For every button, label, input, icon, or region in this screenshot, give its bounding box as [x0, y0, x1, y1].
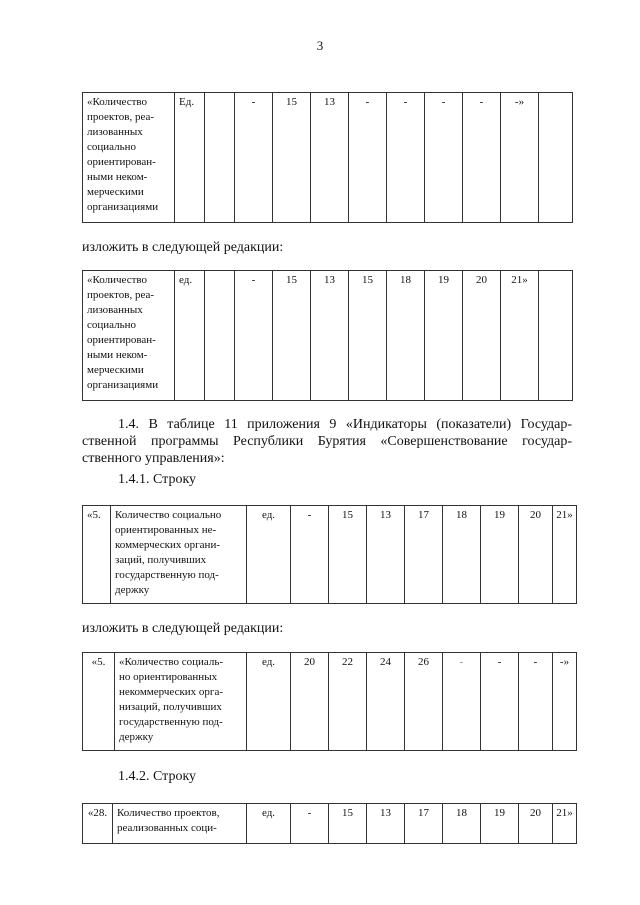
value-cell: 20: [519, 506, 553, 604]
row-number-cell: «5.: [83, 653, 115, 751]
value-cell: 13: [311, 93, 349, 223]
value-cell: -: [425, 93, 463, 223]
section-1-4-paragraph: 1.4. В таблице 11 приложения 9 «Индикаторы (показатели) Государ- ственной программы Республики Бурятия «Совершенствование государ- ственного управления»:: [82, 417, 572, 466]
indicator-table-new: [82, 270, 573, 401]
indicator-table-5-old: [82, 505, 577, 604]
value-cell: -: [235, 93, 273, 223]
indicator-table-5-new: [82, 652, 577, 751]
subsection-1-4-1: 1.4.1. Строку: [118, 472, 197, 487]
value-cell: 13: [311, 271, 349, 401]
value-cell: [205, 93, 235, 223]
unit-cell: ед.: [247, 506, 291, 604]
indicator-table-old: [82, 92, 573, 223]
value-cell: -: [387, 93, 425, 223]
value-cell: 20: [519, 804, 553, 844]
value-cell: 19: [481, 804, 519, 844]
value-cell: 17: [405, 804, 443, 844]
value-cell: -: [291, 506, 329, 604]
value-cell: -: [463, 93, 501, 223]
unit-cell: ед.: [247, 804, 291, 844]
value-cell: 18: [387, 271, 425, 401]
value-cell: 18: [443, 506, 481, 604]
value-cell: 24: [367, 653, 405, 751]
value-cell: 15: [273, 271, 311, 401]
indicator-name-cell: Количество проектов, реализованных соци-: [113, 804, 247, 844]
instruction-text: изложить в следующей редакции:: [82, 621, 284, 636]
indicator-name-cell: «Количество социаль- но ориентированных некоммерческих орга- низаций, получивших государственную под- держку: [115, 653, 247, 751]
indicator-name-cell: «Количество проектов, реа- лизованных социально ориентирован- ными неком- мерческими организациями: [83, 271, 175, 401]
value-cell: -: [235, 271, 273, 401]
page-number: 3: [316, 38, 324, 53]
value-cell: -: [481, 653, 519, 751]
value-cell: 13: [367, 506, 405, 604]
value-cell: 15: [329, 804, 367, 844]
value-cell: -: [443, 653, 481, 751]
value-cell: [539, 271, 573, 401]
value-cell: -: [349, 93, 387, 223]
value-cell: 21»: [553, 506, 577, 604]
value-cell: 22: [329, 653, 367, 751]
value-cell: 19: [425, 271, 463, 401]
value-cell: 19: [481, 506, 519, 604]
unit-cell: ед.: [175, 271, 205, 401]
value-cell: 21»: [501, 271, 539, 401]
unit-cell: ед.: [247, 653, 291, 751]
value-cell: 17: [405, 506, 443, 604]
row-number-cell: «5.: [83, 506, 111, 604]
value-cell: -: [519, 653, 553, 751]
value-cell: 21»: [553, 804, 577, 844]
value-cell: -»: [501, 93, 539, 223]
unit-cell: Ед.: [175, 93, 205, 223]
value-cell: 13: [367, 804, 405, 844]
value-cell: 20: [291, 653, 329, 751]
value-cell: [539, 93, 573, 223]
indicator-table-28: [82, 803, 577, 844]
instruction-text: изложить в следующей редакции:: [82, 240, 284, 255]
indicator-name-cell: «Количество проектов, реа- лизованных социально ориентирован- ными неком- мерческими организациями: [83, 93, 175, 223]
value-cell: 15: [329, 506, 367, 604]
value-cell: 15: [349, 271, 387, 401]
value-cell: 26: [405, 653, 443, 751]
value-cell: 15: [273, 93, 311, 223]
row-number-cell: «28.: [83, 804, 113, 844]
indicator-name-cell: Количество социально ориентированных не- коммерческих органи- заций, получивших государственную под- держку: [111, 506, 247, 604]
value-cell: 18: [443, 804, 481, 844]
value-cell: [205, 271, 235, 401]
subsection-1-4-2: 1.4.2. Строку: [118, 769, 197, 784]
value-cell: -: [291, 804, 329, 844]
value-cell: -»: [553, 653, 577, 751]
value-cell: 20: [463, 271, 501, 401]
